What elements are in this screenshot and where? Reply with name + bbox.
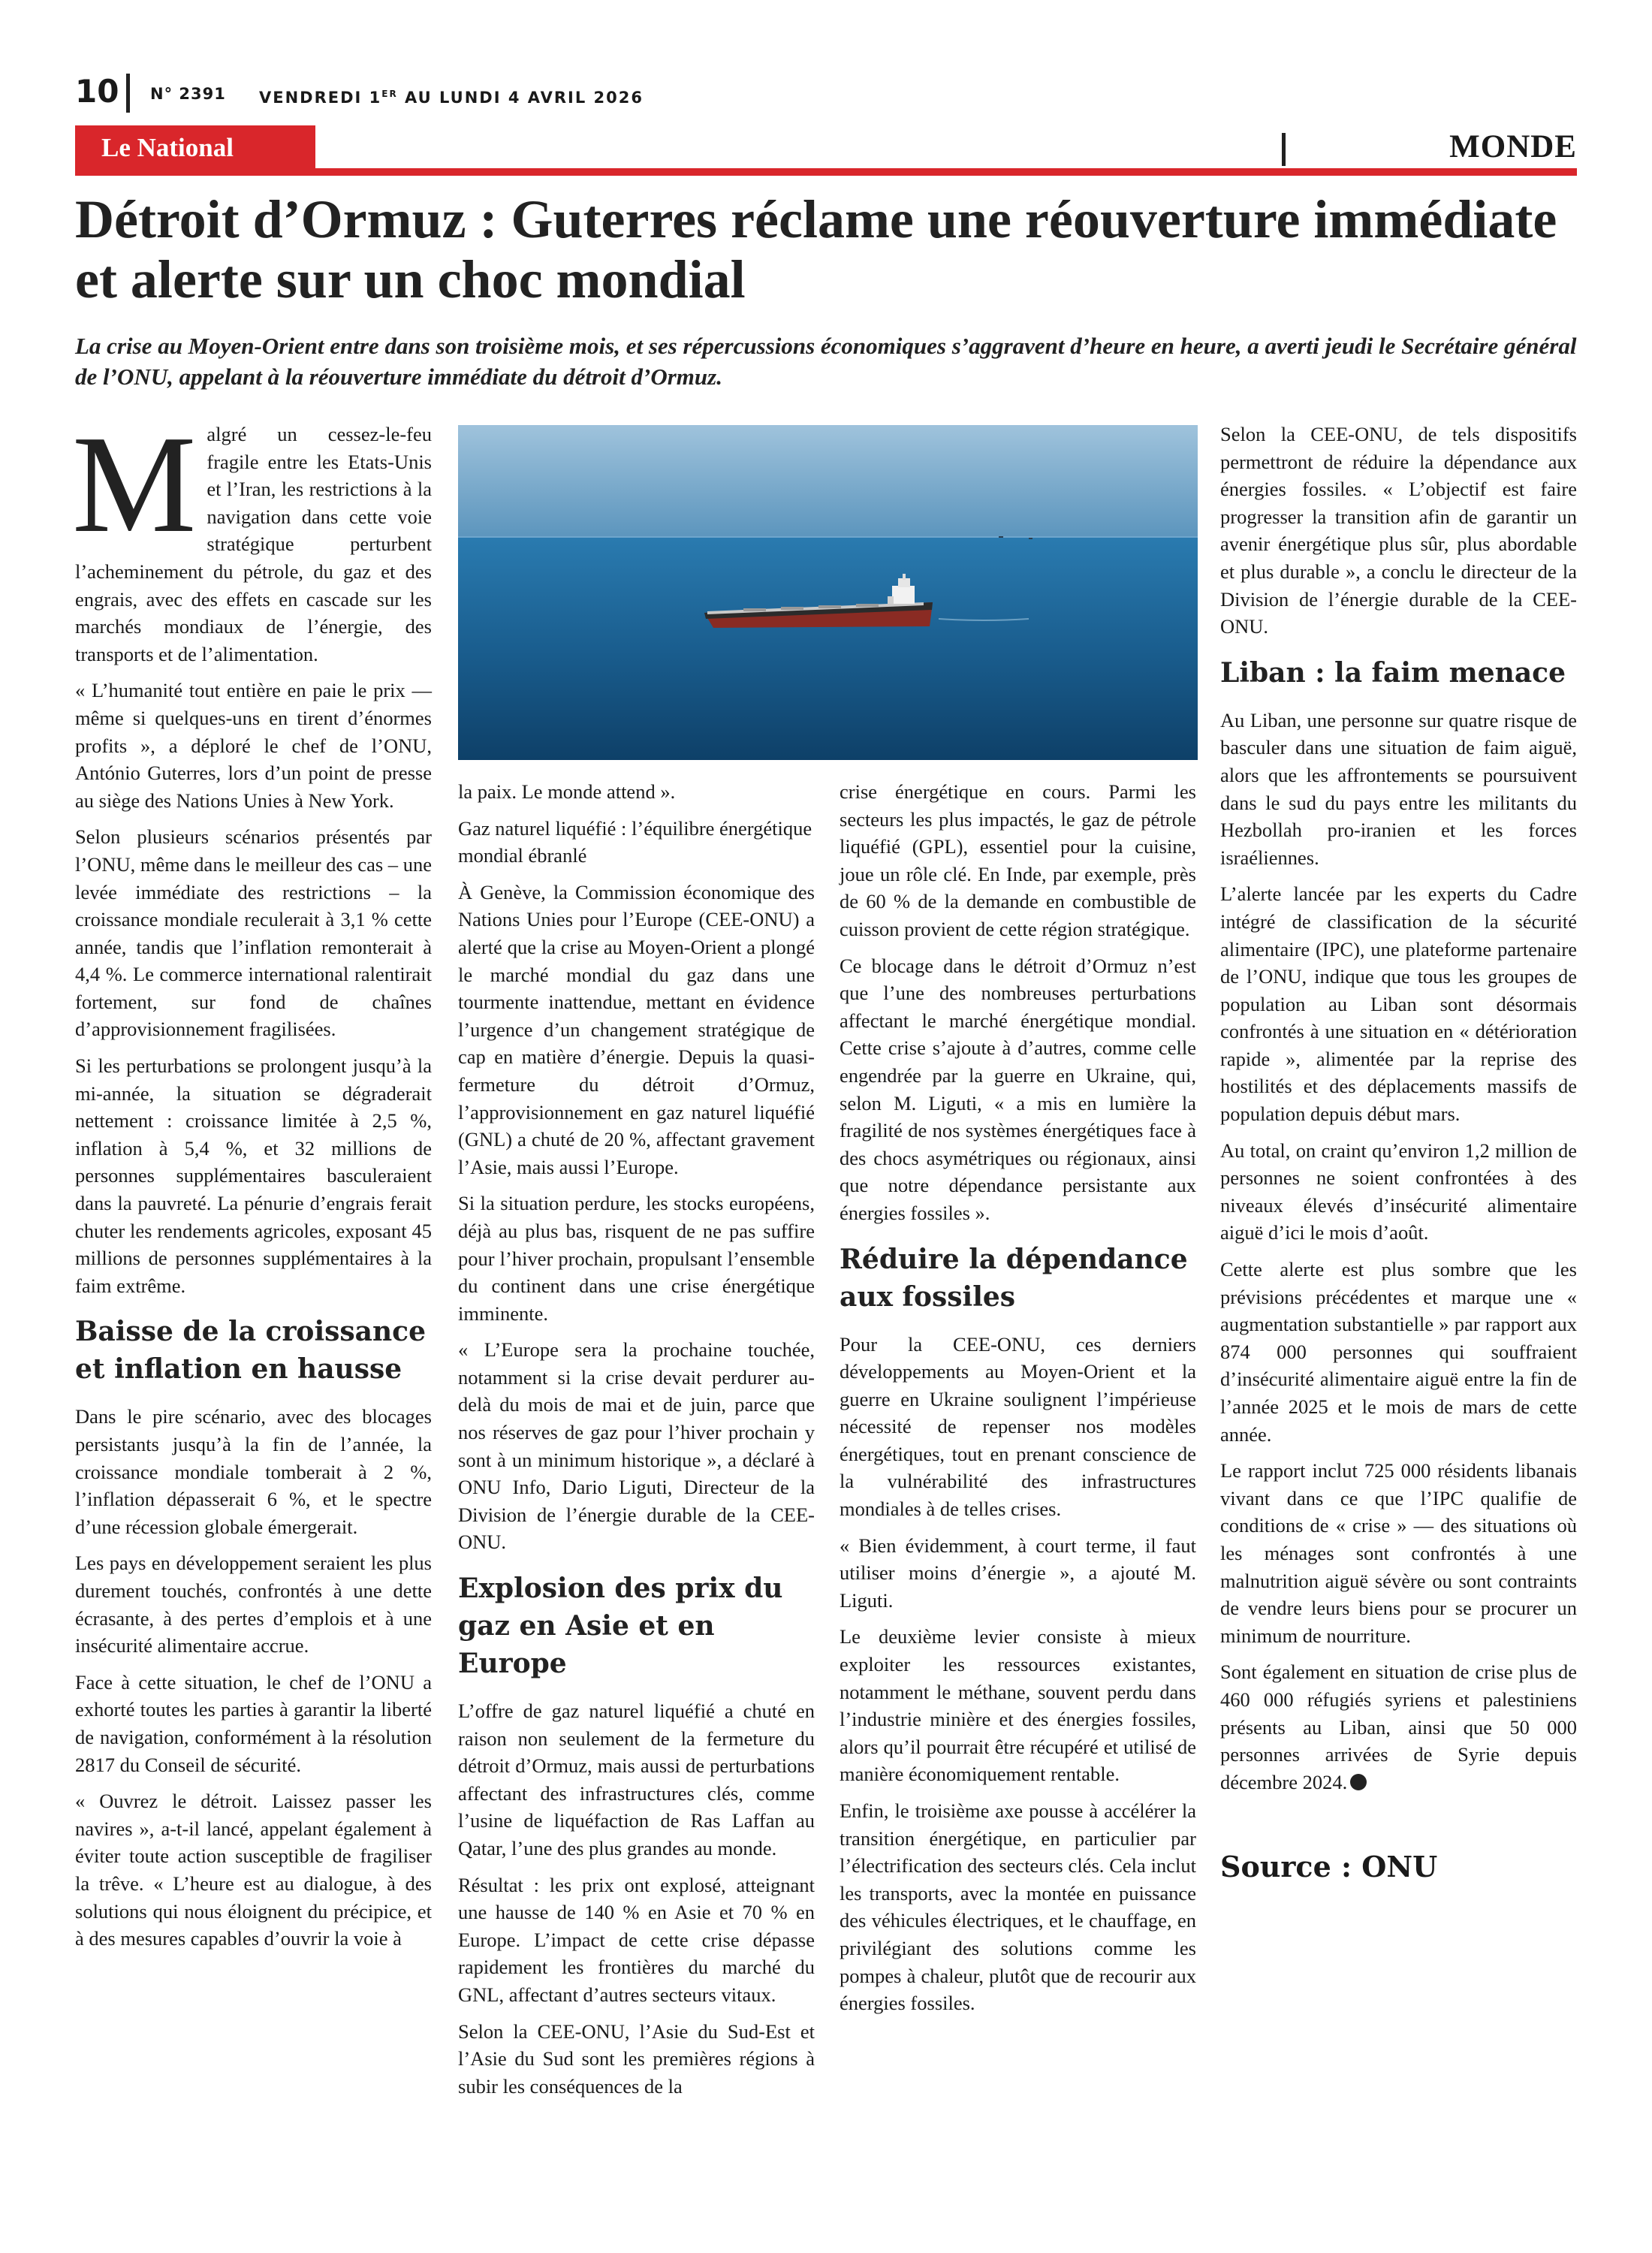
- paragraph: Le rapport inclut 725 000 résidents libanais vivant dans ce que l’IPC qualifie de conditions de « crise » — des situations où les ménages sont confrontés à une malnutrition aiguë sévère ou sont contraints de vendre leurs biens pour se procurer un minimum de nourriture.: [1220, 1459, 1577, 1647]
- paragraph: L’alerte lancée par les experts du Cadre intégré de classification de la sécurité alimentaire (IPC), une plateforme partenaire de l’ONU, indique que tous les groupes de population au Liban sont désormais confrontés à une situation en « détérioration rapide », alimentée par la reprise des hostilités et des déplacements massifs de population depuis début mars.: [1220, 882, 1577, 1126]
- paragraph: Résultat : les prix ont explosé, atteignant une hausse de 140 % en Asie et 70 % en Europe. L’impact de cette crise dépasse rapidement les frontières du marché du GNL, affectant d’autres secteurs vitaux.: [458, 1873, 815, 2006]
- article-lead: La crise au Moyen-Orient entre dans son troisième mois, et ses répercussions économiques s’aggravent d’heure en heure, a averti jeudi le Secrétaire général de l’ONU, appelant à la réouverture immédiate du détroit d’Ormuz.: [75, 333, 1577, 390]
- article-title: Détroit d’Ormuz : Guterres réclame une réouverture immédiate et alerte sur un choc mondial: [75, 189, 1557, 309]
- page-number: 10: [75, 73, 119, 110]
- paragraph: Selon la CEE-ONU, de tels dispositifs permettront de réduire la dépendance aux énergies fossiles. « L’objectif est faire progresser la transition afin de garantir un avenir énergétique plus sûr, plus abordable et plus durable », a conclu le directeur de la Division de l’énergie durable de la CEE-ONU.: [1220, 423, 1577, 638]
- column-3: [840, 778, 1196, 2026]
- paragraph: Selon la CEE-ONU, l’Asie du Sud-Est et l’Asie du Sud sont les premières régions à subir les conséquences de la: [458, 2019, 815, 2098]
- paragraph: Dans le pire scénario, avec des blocages persistants jusqu’à la fin de l’année, la croissance mondiale tomberait à 2 %, l’inflation dépasserait 6 %, et le spectre d’une récession globale émergerait.: [75, 1405, 432, 1538]
- source-credit: Source : ONU: [1220, 1850, 1438, 1884]
- subheading-reduire: Réduire la dépendance aux fossiles: [840, 1243, 1188, 1313]
- subheading-explosion: Explosion des prix du gaz en Asie et en Europe: [458, 1573, 783, 1680]
- paragraph: « Bien évidemment, à court terme, il faut utiliser moins d’énergie », a ajouté M. Liguti.: [840, 1534, 1196, 1612]
- paragraph: Malgré un cessez-le-feu fragile entre les Etats-Unis et l’Iran, les restrictions à la navigation dans cette voie stratégique perturbent l’acheminement du pétrole, du gaz et des engrais, avec des effets en cascade sur les marchés mondiaux de l’énergie, des transports et de l’alimentation.: [72, 407, 432, 665]
- paragraph: Au total, on craint qu’environ 1,2 million de personnes ne soient confrontées à des niveaux élevés d’insécurité alimentaire aiguë d’ici le mois d’août.: [1220, 1139, 1577, 1244]
- paragraph: Les pays en développement seraient les plus durement touchés, confrontés à une dette écrasante, à des pertes d’emplois et à une insécurité alimentaire accrue.: [75, 1552, 432, 1657]
- paragraph: Gaz naturel liquéfié : l’équilibre énergétique mondial ébranlé: [458, 816, 812, 867]
- paragraph: Le deuxième levier consiste à mieux exploiter les ressources existantes, notamment le méthane, souvent perdu dans l’industrie minière et des énergies fossiles, alors qu’il pourrait être récupéré et utilisé de manière économiquement rentable.: [840, 1625, 1196, 1786]
- cargo-ship-photo: [458, 425, 1198, 760]
- issue-date: VENDREDI 1ER AU LUNDI 4 AVRIL 2026: [259, 89, 644, 107]
- paragraph: Au Liban, une personne sur quatre risque de basculer dans une situation de faim aiguë, alors que les affrontements se poursuivent dans le sud du pays entre les militants du Hezbollah pro-iranien et les forces israéliennes.: [1220, 708, 1577, 869]
- header-rule: [75, 168, 1577, 176]
- paragraph: « L’humanité tout entière en paie le prix — même si quelques-uns en tirent d’énormes profits », a déploré le chef de l’ONU, António Guterres, lors d’un point de presse au siège des Nations Unies à New York.: [75, 679, 432, 812]
- paragraph: la paix. Le monde attend ».: [458, 780, 676, 803]
- column-4: [1220, 421, 1577, 1886]
- paragraph: Ce blocage dans le détroit d’Ormuz n’est que l’une des nombreuses perturbations affectant le marché énergétique mondial. Cette crise s’ajoute à d’autres, comme celle engendrée par la guerre en Ukraine, qui, selon M. Liguti, « a mis en lumière la fragilité de nos systèmes énergétiques face à des chocs asymétriques ou régionaux, ainsi que notre dépendance persistante aux énergies fossiles ».: [840, 954, 1196, 1224]
- end-mark-icon: [1350, 1774, 1367, 1790]
- cargo-ship-icon: [458, 425, 1198, 760]
- column-1: [72, 407, 432, 1962]
- header-divider: [126, 74, 130, 113]
- paragraph: Selon plusieurs scénarios présentés par l’ONU, même dans le meilleur des cas – une levée immédiate des restrictions – la croissance mondiale reculerait à 3,1 % cette année, tandis que l’inflation remonterait à 4,4 %. Le commerce international ralentirait fortement, sur fond de chaînes d’approvisionnement fragilisées.: [75, 825, 432, 1041]
- issue-number: N° 2391: [150, 85, 226, 103]
- paragraph: L’offre de gaz naturel liquéfié a chuté en raison non seulement de la fermeture du détroit d’Ormuz, mais aussi de perturbations affectant des infrastructures clés, comme l’usine de liquéfaction de Ras Laffan au Qatar, l’une des plus grandes au monde.: [458, 1700, 815, 1859]
- subheading-liban: Liban : la faim menace: [1220, 656, 1566, 689]
- section-divider: [1282, 133, 1286, 166]
- paragraph: Pour la CEE-ONU, ces derniers développements au Moyen-Orient et la guerre en Ukraine soulignent l’impérieuse nécessité de repenser nos modèles énergétiques, tout en prenant conscience de la vulnérabilité des infrastructures mondiales à de telles crises.: [840, 1332, 1196, 1521]
- paragraph: Face à cette situation, le chef de l’ONU a exhorté toutes les parties à garantir la liberté de navigation, conformément à la résolution 2817 du Conseil de sécurité.: [75, 1670, 432, 1776]
- section-label: MONDE: [1449, 129, 1577, 164]
- paragraph: « Ouvrez le détroit. Laissez passer les navires », a-t-il lancé, appelant également à éviter toute action susceptible de fragiliser la trêve. « L’heure est au dialogue, à des solutions qui nous éloignent du précipice, et à des mesures capables d’ouvrir la voie à: [75, 1790, 432, 1950]
- column-2: [458, 778, 815, 2109]
- paragraph: Cette alerte est plus sombre que les prévisions précédentes et marque une « augmentation substantielle » par rapport aux 874 000 personnes qui souffraient d’insécurité alimentaire aiguë entre la fin de l’année 2025 et le mois de mars de cette année.: [1220, 1258, 1577, 1446]
- paragraph: Enfin, le troisième axe pousse à accélérer la transition énergétique, en particulier par l’électrification des secteurs clés. Cela inclut les transports, avec la montée en puissance des véhicules électriques, et le chauffage, en privilégiant des solutions comme les pompes à chaleur, plutôt que de recourir aux énergies fossiles.: [840, 1799, 1196, 2015]
- paragraph: « L’Europe sera la prochaine touchée, notamment si la crise devait perdurer au-delà du mois de mai et de juin, parce que nos réserves de gaz pour l’hiver prochain y sont à un minimum historique », a déclaré à ONU Info, Dario Liguti, Directeur de la Division de l’énergie durable de la CEE-ONU.: [458, 1338, 815, 1554]
- paragraph: crise énergétique en cours. Parmi les secteurs les plus impactés, le gaz de pétrole liquéfié (GPL), essentiel pour la cuisine, joue un rôle clé. En Inde, par exemple, près de 60 % de la demande en combustible de cuisson provient de cette région stratégique.: [840, 780, 1196, 940]
- paragraph: Si les perturbations se prolongent jusqu’à la mi-année, la situation se dégraderait nettement : croissance limitée à 2,5 %, inflation à 5,4 %, et 32 millions de personnes supplémentaires basculeraient dans la pauvreté. La pénurie d’engrais ferait chuter les rendements agricoles, exposant 45 millions de personnes supplémentaires à la faim extrême.: [75, 1054, 432, 1297]
- subheading-croissance: Baisse de la croissance et inflation en hausse: [75, 1316, 426, 1386]
- drop-cap: M: [72, 407, 197, 562]
- paragraph: Si la situation perdure, les stocks européens, déjà au plus bas, risquent de ne pas suffire pour l’hiver prochain, propulsant l’ensemble du continent dans une crise énergétique imminente.: [458, 1192, 815, 1325]
- paragraph: Sont également en situation de crise plus de 460 000 réfugiés syriens et palestiniens présents au Liban, ainsi que 50 000 personnes arrivées de Syrie depuis décembre 2024.: [1220, 1660, 1577, 1793]
- paragraph: À Genève, la Commission économique des Nations Unies pour l’Europe (CEE-ONU) a alerté que la crise au Moyen-Orient a plongé le marché mondial du gaz dans une tourmente inattendue, mettant en évidence l’urgence d’un changement stratégique de cap en matière d’énergie. Depuis la quasi-fermeture du détroit d’Ormuz, l’approvisionnement en gaz naturel liquéfié (GNL) a chuté de 20 %, affectant gravement l’Asie, mais aussi l’Europe.: [458, 880, 815, 1178]
- brand-name: Le National: [101, 133, 234, 162]
